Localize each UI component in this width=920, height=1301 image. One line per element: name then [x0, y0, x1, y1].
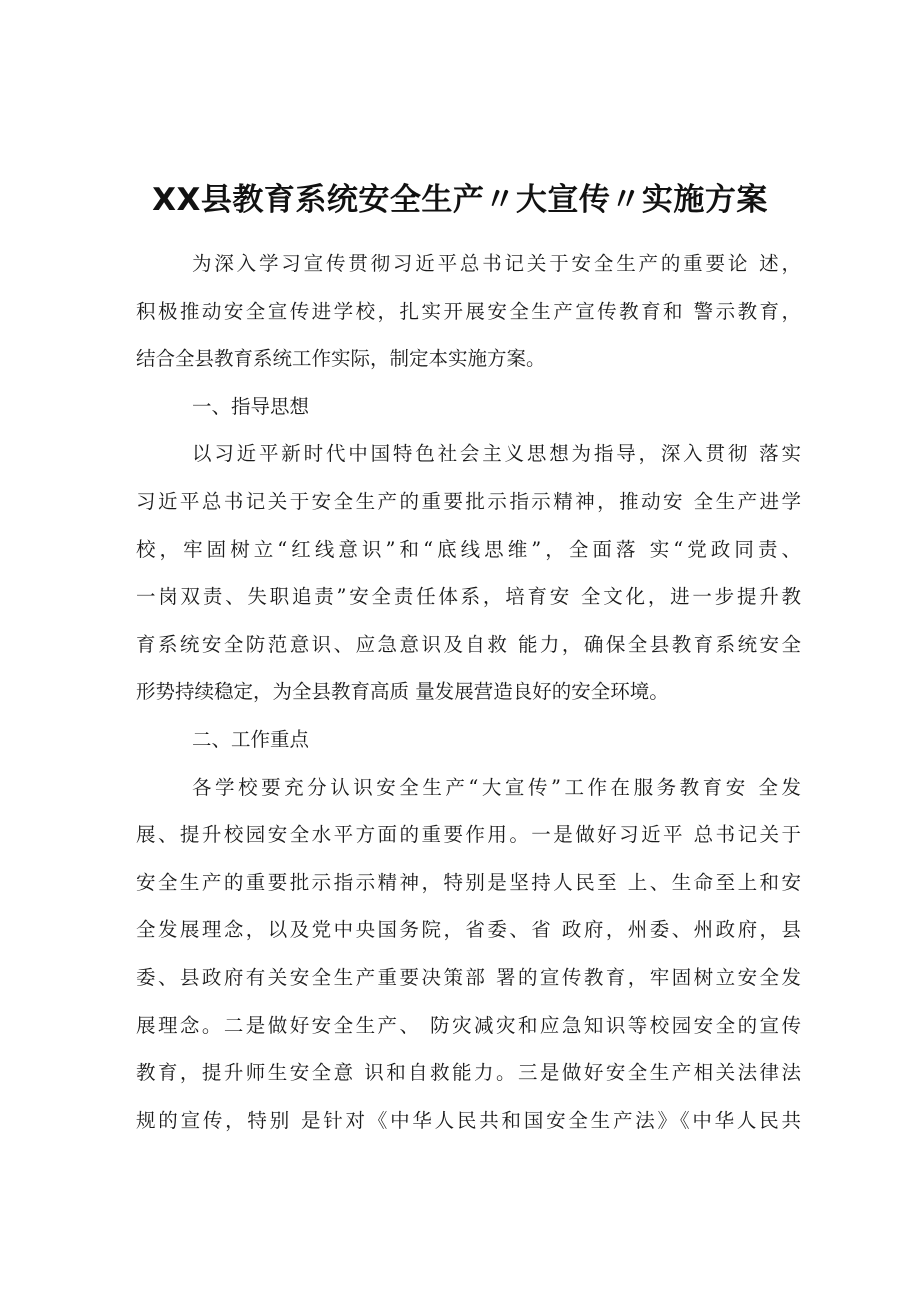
body-line: 为深入学习宣传贯彻习近平总书记关于安全生产的重要论 述，: [192, 252, 801, 275]
document-body: [136, 240, 801, 1144]
body-line: 规的宣传，特别 是针对《中华人民共和国安全生产法》《中华人民共: [136, 1108, 801, 1132]
body-line: 安全生产的重要批示指示精神，特别是坚持人民至 上、生命至上和安: [136, 870, 801, 894]
body-line: 积极推动安全宣传进学校，扎实开展安全生产宣传教育和 警示教育，: [136, 299, 801, 323]
body-line: 校，牢固树立“红线意识”和“底线思维”，全面落 实“党政同责、: [136, 537, 801, 561]
body-line: 全发展理念，以及党中央国务院，省委、省 政府，州委、州政府，县: [136, 918, 801, 942]
body-line: 习近平总书记关于安全生产的重要批示指示精神，推动安 全生产进学: [136, 489, 801, 513]
body-line: 以习近平新时代中国特色社会主义思想为指导，深入贯彻 落实: [192, 442, 801, 466]
body-line: 教育，提升师生安全意 识和自救能力。三是做好安全生产相关法律法: [136, 1061, 801, 1085]
body-line: 展、提升校园安全水平方面的重要作用。一是做好习近平 总书记关于: [136, 823, 801, 847]
body-line: 形势持续稳定，为全县教育高质 量发展营造良好的安全环境。: [136, 680, 669, 704]
body-line: 委、县政府有关安全生产重要决策部 署的宣传教育，牢固树立安全发: [136, 965, 801, 989]
body-line: 结合全县教育系统工作实际，制定本实施方案。: [136, 347, 546, 371]
body-line: 育系统安全防范意识、应急意识及自救 能力，确保全县教育系统安全: [136, 632, 801, 656]
body-line: 一岗双责、失职追责”安全责任体系，培育安 全文化，进一步提升教: [136, 585, 801, 609]
document-title: XX县教育系统安全生产〃大宣传〃实施方案: [152, 182, 768, 218]
body-line: 各学校要充分认识安全生产“大宣传”工作在服务教育安 全发: [192, 775, 801, 799]
section-heading-guiding-ideology: 一、指导思想: [192, 394, 310, 418]
section-heading-work-focus: 二、工作重点: [192, 727, 310, 751]
body-line: 展理念。二是做好安全生产、 防灾减灾和应急知识等校园安全的宣传: [136, 1013, 801, 1037]
